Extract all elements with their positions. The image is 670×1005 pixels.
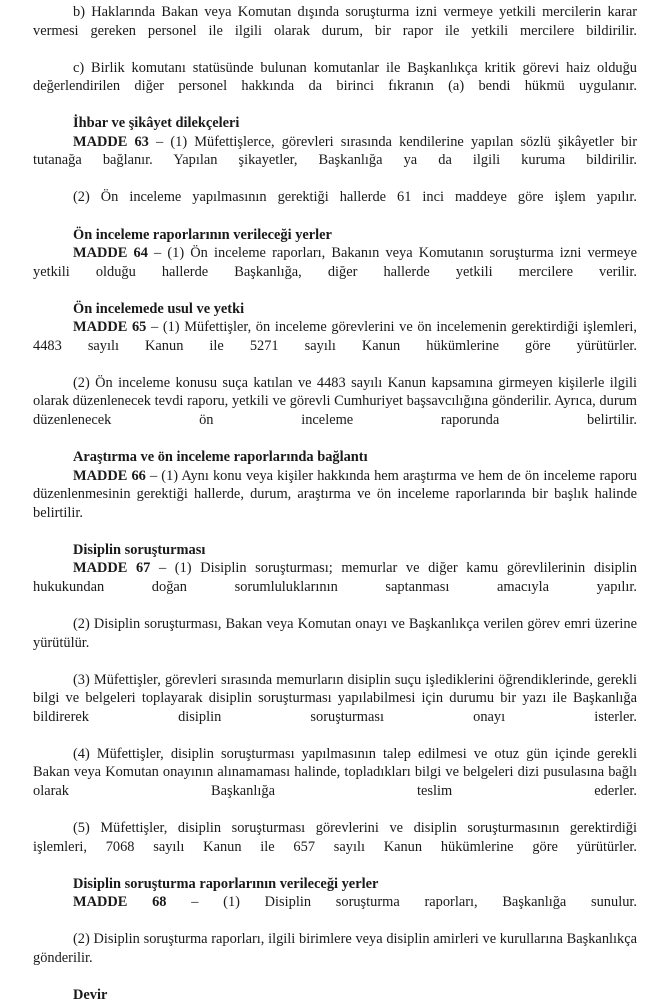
body-paragraph [33, 671, 637, 745]
article-paragraph-text: – (1) Aynı konu veya kişiler hakkında hem araştırma ve hem de ön inceleme raporu düzenlenmesinin gerektiği hallerde, durum, araştırma ve ön inceleme raporlarında bir başlık halinde belirtilir. [33, 467, 638, 521]
section-heading [33, 300, 637, 319]
article-paragraph [33, 467, 637, 541]
body-paragraph-text: (2) Disiplin soruşturması, Bakan veya Komutan onayı ve Başkanlıkça verilen görev emri üzerine yürütülür. [33, 616, 637, 651]
section-heading-text: İhbar ve şikâyet dilekçeleri [73, 115, 240, 132]
section-heading [33, 541, 637, 560]
body-paragraph-text: c) Birlik komutanı statüsünde bulunan komutanlar ile Başkanlıkça kritik görevi haiz olduğu değerlendirilen diğer personel hakkında da birinci fıkranın (a) bendi hükmü uygulanır. [33, 59, 637, 95]
body-paragraph [33, 59, 637, 115]
body-paragraph-text: (4) Müfettişler, disiplin soruşturması yapılmasının talep edilmesi ve otuz gün içinde gerekli Bakan veya Komutan onayının alınamaması halinde, topladıkları bilgi ve belgeleri dizi pusulasına bağlı olarak Başkanlığa teslim ederler. [33, 745, 637, 799]
article-paragraph-text: – (1) Disiplin soruşturması; memurlar ve diğer kamu görevlilerinin disiplin hukukundan doğan sorumluluklarının saptanması amacıyla yapılır. [33, 560, 637, 595]
body-paragraph [33, 745, 637, 819]
body-paragraph-text: (2) Ön inceleme yapılmasının gerektiği hallerde 61 inci maddeye göre işlem yapılır. [73, 189, 637, 206]
body-paragraph [33, 374, 637, 448]
article-paragraph-text: – (1) Ön inceleme raporları, Bakanın veya Komutanın soruşturma izni vermeye yetkili olduğu hallerde Başkanlığa, diğer hallerde yetkili mercilere verilir. [33, 245, 637, 280]
section-heading-text: Ön inceleme raporlarının verileceği yerler [73, 226, 332, 243]
section-heading [33, 875, 637, 894]
section-heading-text: Devir [73, 986, 108, 1003]
body-paragraph-text: b) Haklarında Bakan veya Komutan dışında soruşturma izni vermeye yetkili mercilerin karar vermesi gereken personel ile ilgili olarak durum, bir rapor ile yetkili mercilere bildirilir. [33, 4, 637, 39]
section-heading [33, 114, 637, 133]
body-paragraph [33, 3, 637, 59]
section-heading-text: Disiplin soruşturması [73, 541, 206, 558]
article-paragraph-text: – (1) Müfettişlerce, görevleri sırasında kendilerine yapılan sözlü şikâyetler bir tutanağa bağlanır. Yapılan şikayetler, Başkanlığa ya da ilgili kuruma bildirilir. [33, 133, 638, 169]
article-paragraph-text: – (1) Disiplin soruşturma raporları, Başkanlığa sunulur. [166, 894, 637, 911]
article-number-label: MADDE 67 [73, 560, 151, 577]
article-paragraph [33, 318, 637, 374]
section-heading-text: Disiplin soruşturma raporlarının verileceği yerler [73, 875, 379, 892]
article-paragraph [33, 893, 637, 930]
body-paragraph [33, 615, 637, 671]
article-number-label: MADDE 66 [73, 467, 146, 484]
body-paragraph [33, 819, 637, 875]
section-heading [33, 226, 637, 245]
section-heading-text: Ön incelemede usul ve yetki [73, 300, 245, 317]
article-paragraph [33, 244, 637, 300]
body-paragraph-text: (2) Disiplin soruşturma raporları, ilgili birimlere veya disiplin amirleri ve kurullarına Başkanlıkça gönderilir. [33, 931, 637, 966]
article-paragraph-text: – (1) Müfettişler, ön inceleme görevlerini ve ön incelemenin gerektirdiği işlemleri, 4483 sayılı Kanun ile 5271 sayılı Kanun hükümlerine göre yürütürler. [33, 319, 637, 354]
section-heading [33, 448, 637, 467]
body-paragraph-text: (3) Müfettişler, görevleri sırasında memurların disiplin suçu işlediklerini öğrendiklerinde, gerekli bilgi ve belgeleri toplayarak disiplin soruşturması yapılabilmesi için durumu bir yazı ile Başkanlığa bildirerek disiplin soruşturması onayı isterler. [33, 671, 637, 725]
body-paragraph-text: (2) Ön inceleme konusu suça katılan ve 4483 sayılı Kanun kapsamına girmeyen kişilerle ilgili olarak düzenlenecek tevdi raporu, yetkili ve görevli Cumhuriyet başsavcılığına gönderilir. Ayrıca, durum düzenlenecek ön inceleme raporunda belirtilir. [33, 374, 638, 429]
section-heading-text: Araştırma ve ön inceleme raporlarında bağlantı [73, 449, 368, 466]
body-paragraph-text: (5) Müfettişler, disiplin soruşturması görevlerini ve disiplin soruşturmasının gerektirdiği işlemleri, 7068 sayılı Kanun ile 657 sayılı Kanun hükümlerine göre yürütürler. [33, 820, 637, 855]
article-number-label: MADDE 63 [73, 133, 149, 150]
body-paragraph [33, 930, 637, 986]
section-heading [33, 986, 637, 1005]
body-paragraph [33, 188, 637, 225]
article-number-label: MADDE 68 [73, 894, 167, 911]
article-paragraph [33, 559, 637, 615]
article-paragraph [33, 133, 637, 189]
article-number-label: MADDE 64 [73, 245, 148, 262]
article-number-label: MADDE 65 [73, 319, 147, 336]
document-body [33, 3, 637, 1005]
